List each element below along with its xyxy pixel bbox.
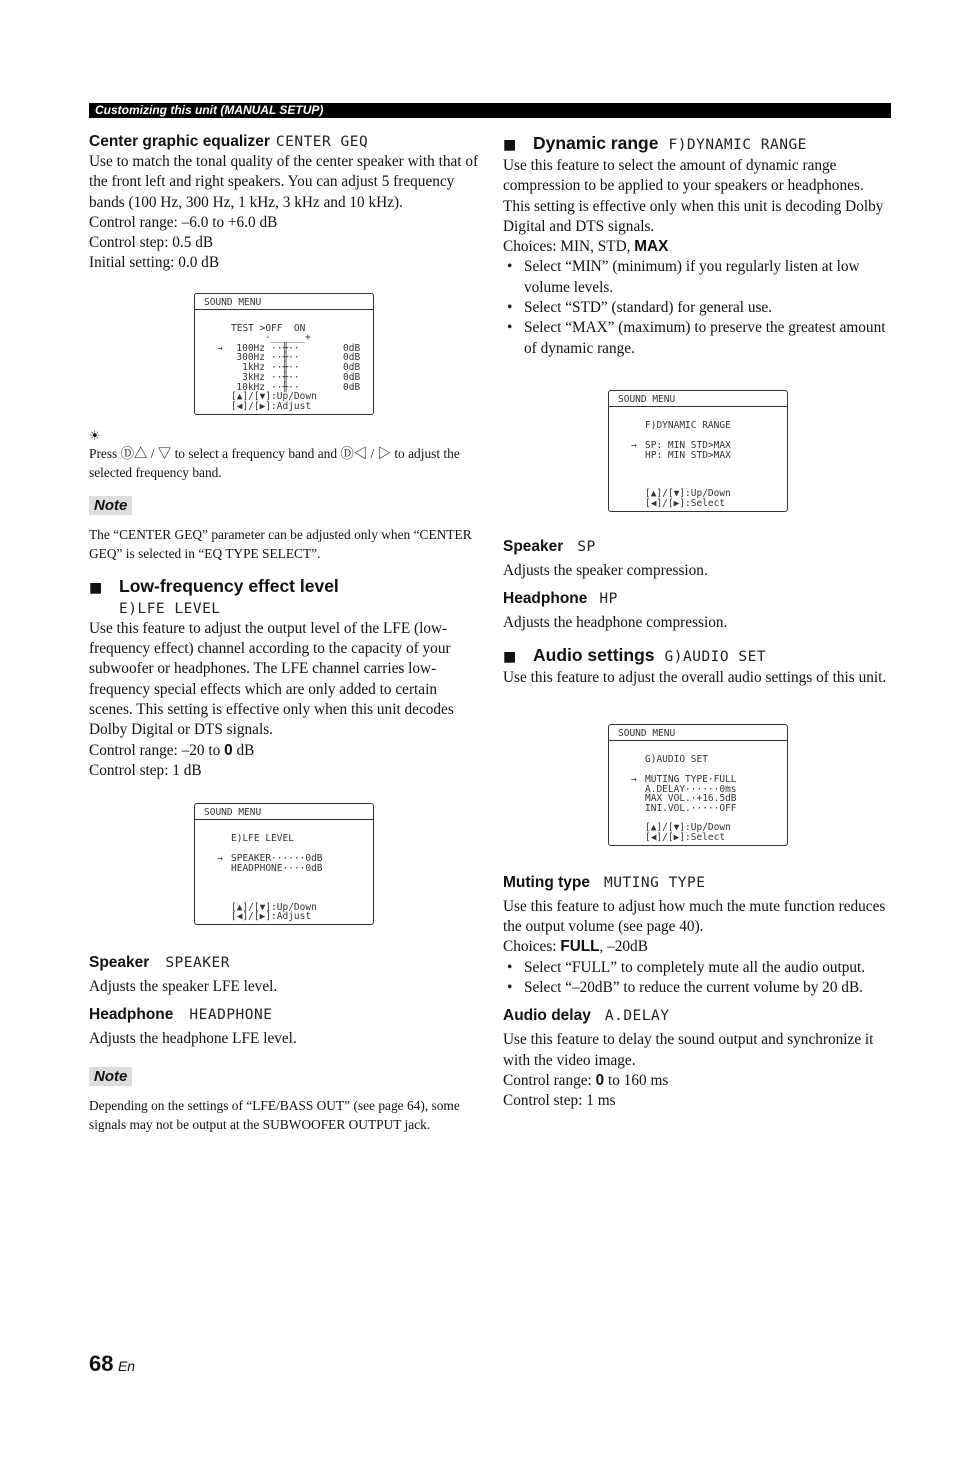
screen-row-speaker: SPEAKER······0dB <box>231 853 323 865</box>
band-value: 0dB <box>343 381 361 393</box>
lightbulb-icon: ☀ <box>89 428 101 444</box>
band-value: 0dB <box>343 362 361 374</box>
screen-row-headphone: HEADPHONE····0dB <box>231 862 323 874</box>
screen-nav-adjust: [◀]/[▶]:Adjust <box>231 911 312 923</box>
list-item: • Select “MAX” (maximum) to preserve the greatest amount of dynamic range. <box>503 318 893 359</box>
center-geq-lcd: CENTER GEQ <box>275 134 369 150</box>
right-column <box>503 132 893 1112</box>
dynamic-range-screen <box>608 390 788 512</box>
list-item: • Select “STD” (standard) for general use. <box>503 298 893 318</box>
audio-delay-body: Use this feature to delay the sound output and synchronize it with the video image. <box>503 1031 874 1069</box>
lfe-speaker-text: Adjusts the speaker LFE level. <box>89 978 278 996</box>
list-item: • Select “MIN” (minimum) if you regularly listen at low volume levels. <box>503 257 893 298</box>
audio-delay-step: Control step: 1 ms <box>503 1092 616 1110</box>
screen-nav-updown: [▲]/[▼]:Up/Down <box>231 391 317 403</box>
screen-nav-select: [◀]/[▶]:Select <box>645 832 726 844</box>
center-geq-screen <box>194 293 374 415</box>
screen-select-arrow: → <box>217 853 223 865</box>
band-bar: ··╫·· <box>271 352 300 364</box>
audio-settings-screen <box>608 724 788 846</box>
muting-type-choices: Choices: FULL, –20dB <box>503 938 648 956</box>
screen-row-muting: MUTING TYPE·FULL <box>645 773 737 785</box>
muting-type-body: Use this feature to adjust how much the mute function reduces the output volume (see page 40). <box>503 897 886 936</box>
left-column <box>89 132 479 1134</box>
language-code: En <box>117 1358 136 1374</box>
lfe-lcd: E)LFE LEVEL <box>119 600 221 617</box>
band-bar: ··╫·· <box>271 342 300 354</box>
note-label: Note <box>89 496 132 515</box>
lfe-headphone-text: Adjusts the headphone LFE level. <box>89 1030 297 1048</box>
screen-test-line: TEST >OFF ON <box>231 322 306 334</box>
lfe-range: Control range: –20 to 0 dB <box>89 741 255 759</box>
compression-headphone-text: Adjusts the headphone compression. <box>503 614 728 632</box>
center-geq-initial: Initial setting: 0.0 dB <box>89 254 220 272</box>
list-item: • Select “–20dB” to reduce the current volume by 20 dB. <box>503 978 893 998</box>
screen-row-delay: A.DELAY······0ms <box>645 783 737 795</box>
screen-row-inivol: INI.VOL.·····OFF <box>645 802 737 814</box>
dynamic-range-heading: ■ Dynamic range F)DYNAMIC RANGE <box>503 132 893 156</box>
lfe-step: Control step: 1 dB <box>89 761 202 779</box>
center-geq-body: Use to match the tonal quality of the center speaker with that of the front left and right speakers. You can adjust 5 frequency bands (100 Hz, 300 Hz, 1 kHz, 3 kHz and 10 kHz). <box>89 153 479 211</box>
audio-delay-lcd: A.DELAY <box>604 1008 670 1025</box>
screen-nav-updown: [▲]/[▼]:Up/Down <box>645 488 731 500</box>
square-bullet-icon: ■ <box>89 579 103 596</box>
audio-settings-heading: ■ Audio settings G)AUDIO SET <box>503 644 893 668</box>
screen-nav-adjust: [◀]/[▶]:Adjust <box>231 400 312 412</box>
compression-speaker-text: Adjusts the speaker compression. <box>503 561 708 579</box>
screen-title: SOUND MENU <box>195 294 373 310</box>
lfe-screen <box>194 803 374 925</box>
dynamic-range-choices: Choices: MIN, STD, MAX <box>503 238 669 256</box>
section-title: Customizing this unit (MANUAL SETUP) <box>95 103 324 117</box>
audio-settings-lcd: G)AUDIO SET <box>664 648 767 665</box>
center-geq-step: Control step: 0.5 dB <box>89 234 214 252</box>
compression-speaker-heading: Speaker SP <box>503 537 596 555</box>
screen-select-arrow: → <box>631 439 637 451</box>
screen-row-sp: SP: MIN STD>MAX <box>645 439 731 451</box>
audio-delay-heading: Audio delay A.DELAY <box>503 1007 670 1025</box>
band-bar: ··╫·· <box>271 362 300 374</box>
screen-nav-updown: [▲]/[▼]:Up/Down <box>645 822 731 834</box>
page-footer <box>89 1351 135 1377</box>
note-text: The “CENTER GEQ” parameter can be adjusted only when “CENTER GEQ” is selected in “EQ TYPE SELECT”. <box>89 526 472 561</box>
audio-settings-body: Use this feature to adjust the overall audio settings of this unit. <box>503 668 887 686</box>
screen-select-arrow: → <box>631 773 637 785</box>
lfe-headphone-lcd: HEADPHONE <box>189 1007 273 1024</box>
audio-delay-range: Control range: 0 to 160 ms <box>503 1071 669 1089</box>
lfe-speaker-lcd: SPEAKER <box>165 955 230 972</box>
square-bullet-icon: ■ <box>503 648 517 665</box>
lfe-headphone-heading: Headphone HEADPHONE <box>89 1006 273 1024</box>
note-text: Depending on the settings of “LFE/BASS OUT” (see page 64), some signals may not be output at the SUBWOOFER OUTPUT jack. <box>89 1097 460 1132</box>
square-bullet-icon: ■ <box>503 137 517 153</box>
compression-headphone-lcd: HP <box>599 591 618 608</box>
compression-speaker-lcd: SP <box>577 538 596 555</box>
screen-title: SOUND MENU <box>195 804 373 820</box>
band-value: 0dB <box>343 371 361 383</box>
center-geq-tip: Press Ⓓ△ / ▽ to select a frequency band and Ⓓ◁ / ▷ to adjust the selected frequency band. <box>89 445 460 480</box>
band-bar: ··╫·· <box>271 381 300 393</box>
band-label: 1kHz <box>242 362 265 374</box>
section-header-bar <box>89 103 891 118</box>
lfe-body: Use this feature to adjust the output level of the LFE (low-frequency effect) channel according to the capacity of your subwoofer or headphones. The LFE channel carries low-frequency special effects which are only added to certain scenes. This setting is effective only when this unit decodes Dolby Digital or DTS signals. <box>89 619 454 739</box>
screen-menu-line: G)AUDIO SET <box>645 753 708 765</box>
band-label: 10kHz <box>236 381 265 393</box>
band-value: 0dB <box>343 352 361 364</box>
lfe-speaker-heading: Speaker SPEAKER <box>89 954 230 972</box>
muting-type-lcd: MUTING TYPE <box>603 874 706 891</box>
list-item: • Select “FULL” to completely mute all the audio output. <box>503 958 893 978</box>
screen-menu-line: F)DYNAMIC RANGE <box>645 419 731 431</box>
screen-title: SOUND MENU <box>609 391 787 407</box>
screen-row-hp: HP: MIN STD>MAX <box>645 449 731 461</box>
note-label: Note <box>89 1067 132 1086</box>
screen-scale-line: -______+ <box>265 331 311 343</box>
band-bar: ··╫·· <box>271 371 300 383</box>
muting-type-heading: Muting type MUTING TYPE <box>503 873 706 891</box>
lfe-heading: ■ Low-frequency effect level <box>89 575 479 599</box>
screen-menu-line: E)LFE LEVEL <box>231 833 294 845</box>
band-value: 0dB <box>343 342 361 354</box>
screen-nav-updown: [▲]/[▼]:Up/Down <box>231 901 317 913</box>
left-right-keys-icon: Ⓓ◁ / ▷ <box>340 445 391 461</box>
compression-headphone-heading: Headphone HP <box>503 590 618 608</box>
screen-title: SOUND MENU <box>609 725 787 741</box>
screen-row-maxvol: MAX VOL.·+16.5dB <box>645 793 737 805</box>
screen-select-arrow: → <box>217 342 223 354</box>
center-geq-range: Control range: –6.0 to +6.0 dB <box>89 213 278 231</box>
band-label: 300Hz <box>236 352 265 364</box>
page-number: 68 <box>89 1351 114 1376</box>
up-down-keys-icon: Ⓓ△ / ▽ <box>120 445 172 461</box>
dynamic-range-lcd: F)DYNAMIC RANGE <box>668 137 807 153</box>
band-label: 100Hz <box>236 342 265 354</box>
center-geq-heading: Center graphic equalizer CENTER GEQ <box>89 133 369 150</box>
band-label: 3kHz <box>242 371 265 383</box>
dynamic-range-body: Use this feature to select the amount of dynamic range compression to be applied to your speakers or headphones. This setting is effective only when this unit is decoding Dolby Digital and DTS signals. <box>503 157 884 235</box>
screen-nav-select: [◀]/[▶]:Select <box>645 498 726 510</box>
dynamic-range-bullets <box>503 257 893 358</box>
muting-type-bullets <box>503 958 893 999</box>
